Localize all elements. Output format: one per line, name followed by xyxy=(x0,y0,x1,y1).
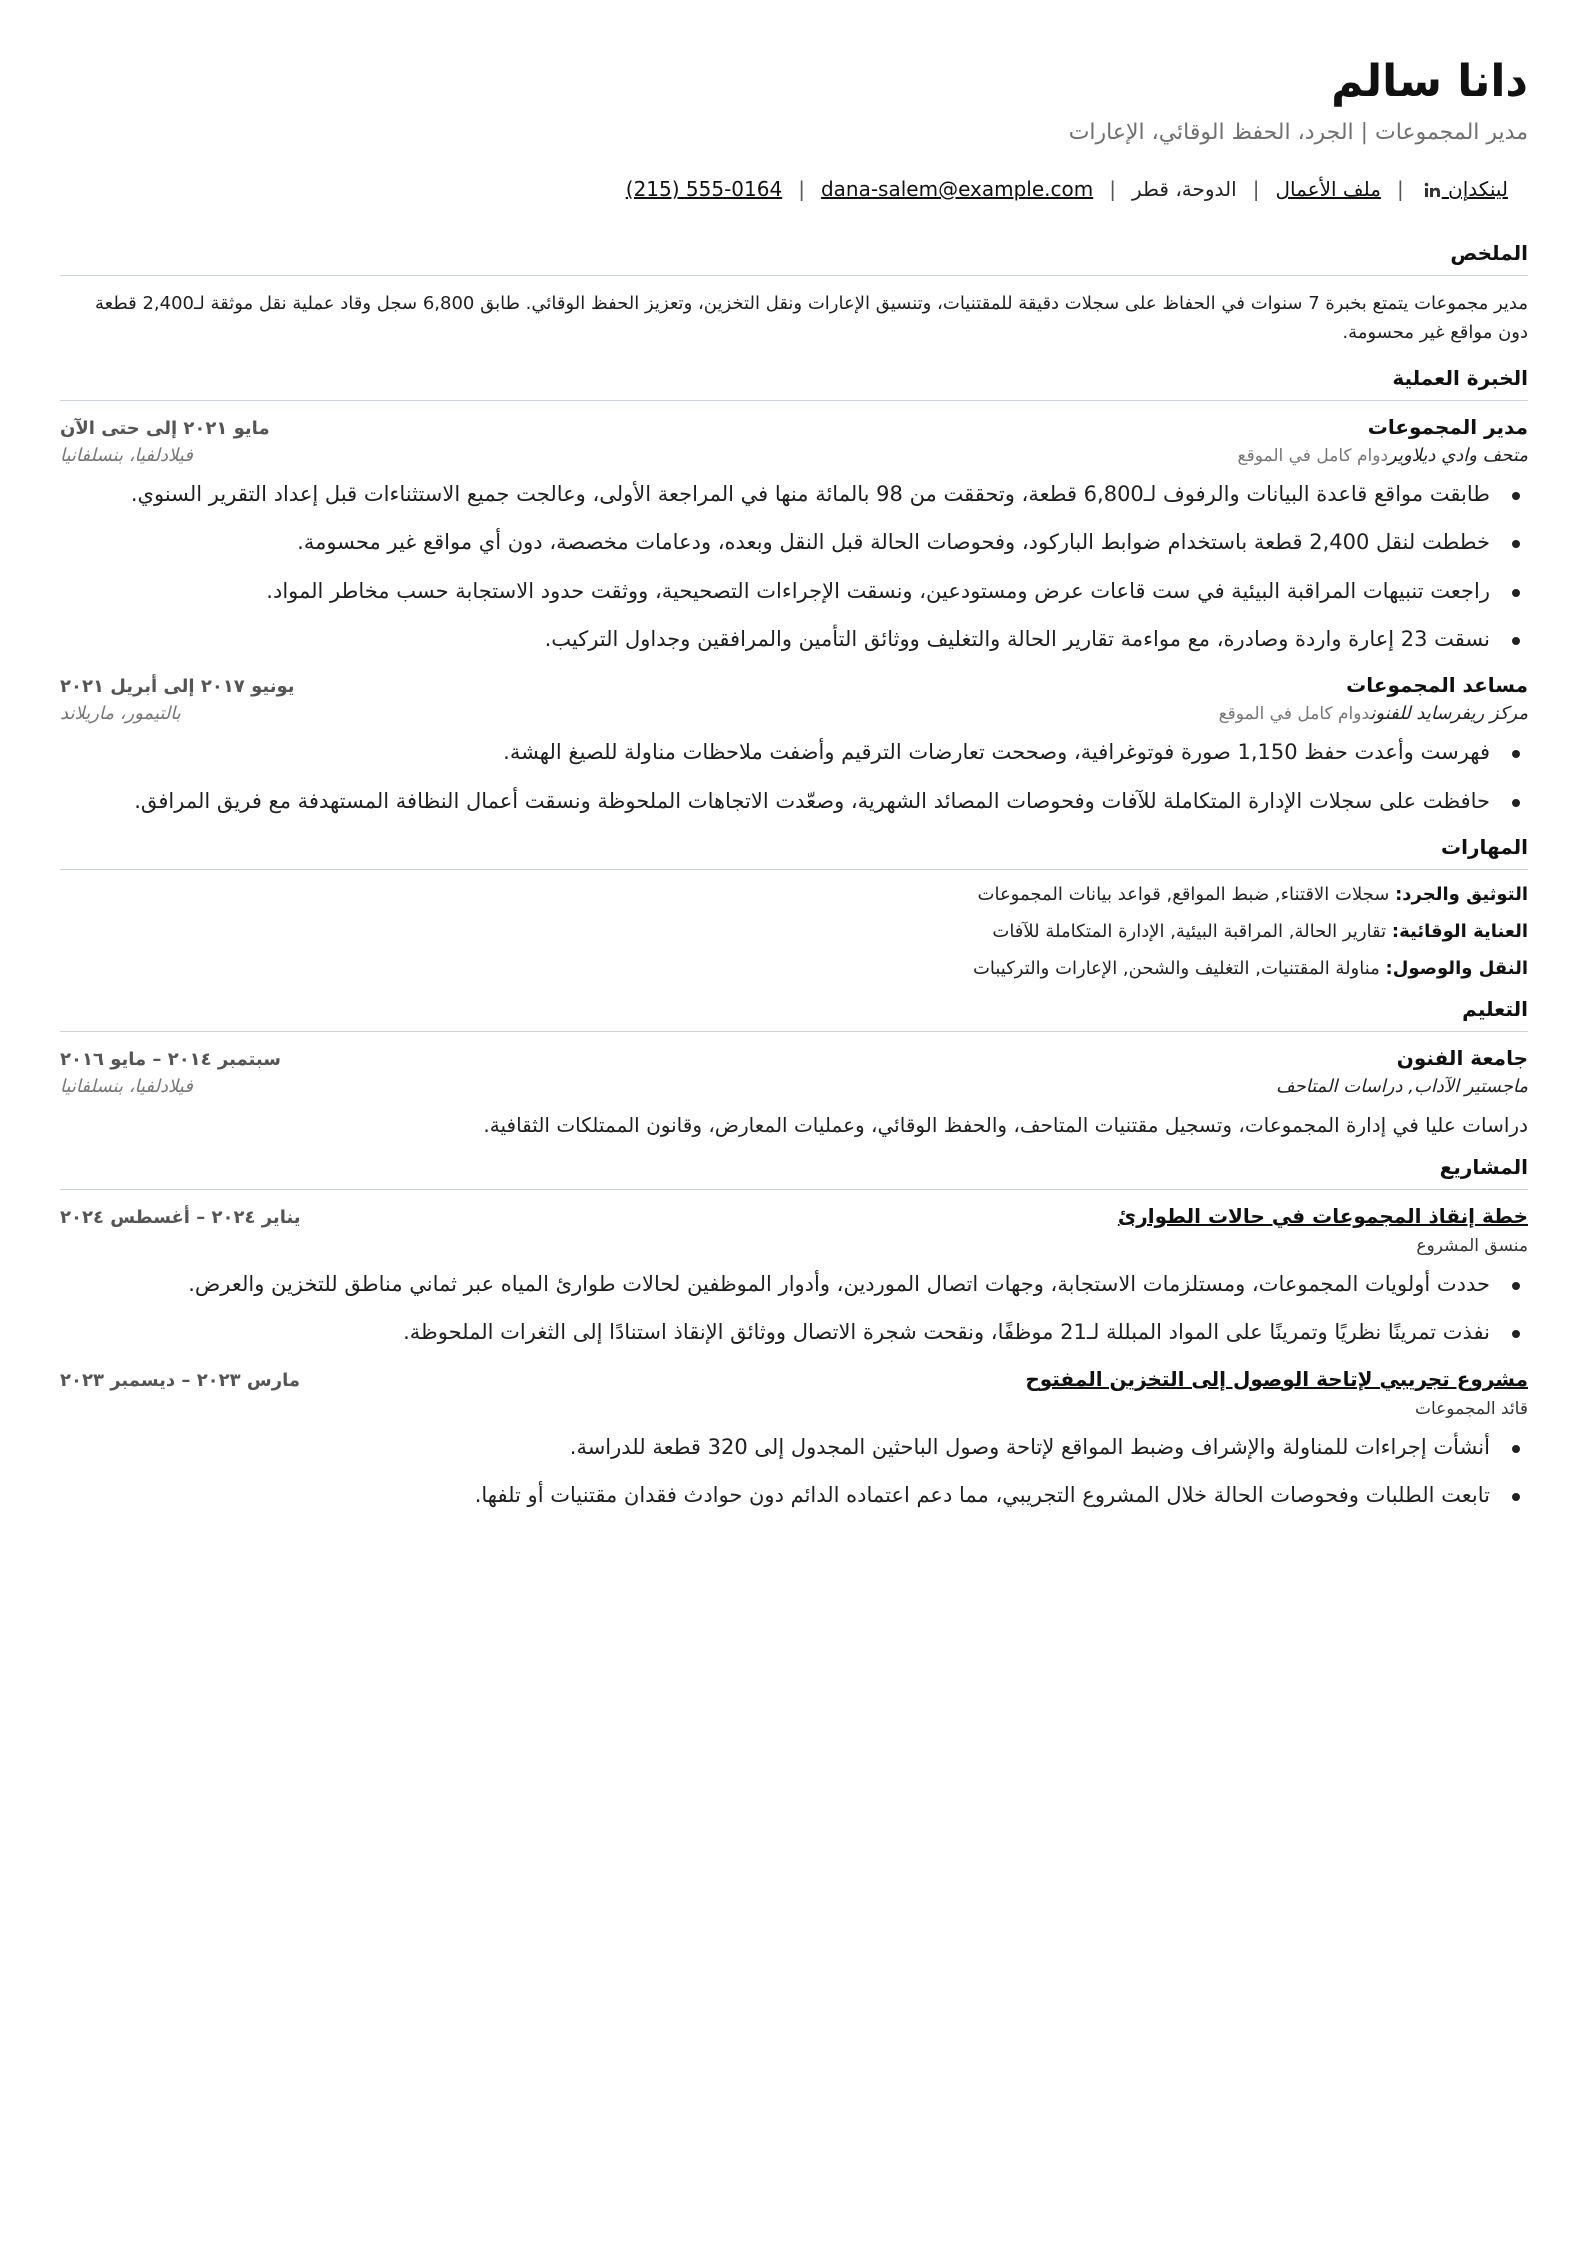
email-link[interactable]: dana-salem@example.com xyxy=(820,177,1094,202)
list-item: خططت لنقل 2,400 قطعة باستخدام ضوابط الباركود، وفحوصات الحالة قبل النقل وبعده، ودعامات مخصصة، دون أي مواقع غير محسومة. xyxy=(60,528,1490,556)
list-item: حددت أولويات المجموعات، ومستلزمات الاستجابة، وجهات اتصال الموردين، وأدوار الموظفين لحالات طوارئ المياه عبر ثماني مناطق للتخزين والعرض. xyxy=(60,1270,1490,1298)
list-item: أنشأت إجراءات للمناولة والإشراف وضبط المواقع لإتاحة وصول الباحثين المجدول إلى 320 قطعة للدراسة. xyxy=(60,1433,1490,1461)
candidate-headline: مدير المجموعات | الجرد، الحفظ الوقائي، الإعارات xyxy=(1068,120,1528,146)
project-entry xyxy=(60,1367,1528,1510)
job-org: متحف وادي ديلاوير xyxy=(1388,444,1528,466)
job-role: مدير المجموعات xyxy=(1367,414,1528,439)
list-item: نفذت تمرينًا نظريًا وتمرينًا على المواد المبللة لـ21 موظفًا، ونقحت شجرة الاتصال ووثائق الإنقاذ استنادًا إلى الثغرات الملحوظة. xyxy=(60,1318,1490,1346)
list-item: تابعت الطلبات وفحوصات الحالة خلال المشروع التجريبي، مما دعم اعتماده الدائم دون حوادث فقدان مقتنيات أو تلفها. xyxy=(60,1481,1490,1509)
degree-name: ماجستير الآداب, دراسات المتاحف xyxy=(1275,1076,1528,1098)
list-item: فهرست وأعدت حفظ 1,150 صورة فوتوغرافية، وصححت تعارضات الترقيم وأضفت ملاحظات مناولة للصيغ الهشة. xyxy=(60,738,1490,766)
skills-row xyxy=(60,958,1528,979)
experience-title: الخبرة العملية xyxy=(60,366,1528,401)
projects-title: المشاريع xyxy=(60,1155,1528,1190)
job-role: مساعد المجموعات xyxy=(1346,673,1528,698)
job-employment: دوام كامل في الموقع xyxy=(1218,704,1371,725)
job-location: فيلادلفيا، بنسلفانيا xyxy=(60,444,193,466)
skills-section xyxy=(60,835,1528,979)
list-item: نسقت 23 إعارة واردة وصادرة، مع مواءمة تقارير الحالة والتغليف ووثائق التأمين والمرافقين وجداول التركيب. xyxy=(60,625,1490,653)
contact-separator: | xyxy=(1109,177,1116,202)
project-date: يناير ٢٠٢٤ – أغسطس ٢٠٢٤ xyxy=(60,1207,301,1229)
job-employment: دوام كامل في الموقع xyxy=(1237,445,1389,466)
skills-value: سجلات الاقتناء, ضبط المواقع, قواعد بيانات المجموعات xyxy=(977,884,1396,906)
portfolio-link[interactable]: ملف الأعمال xyxy=(1275,177,1381,202)
project-role: منسق المشروع xyxy=(1416,1236,1528,1257)
project-bullets xyxy=(60,1270,1528,1347)
skills-row xyxy=(60,921,1528,942)
education-date: سبتمبر ٢٠١٤ – مايو ٢٠١٦ xyxy=(60,1049,281,1071)
project-entry xyxy=(60,1204,1528,1347)
linkedin-link[interactable] xyxy=(1420,177,1508,201)
job-bullets xyxy=(60,738,1528,815)
experience-entry xyxy=(60,415,1528,653)
project-title-link[interactable]: خطة إنقاذ المجموعات في حالات الطوارئ xyxy=(1117,1204,1528,1229)
projects-section xyxy=(60,1155,1528,1509)
job-org: مركز ريفرسايد للفنون xyxy=(1370,703,1528,725)
skills-row xyxy=(60,884,1528,905)
contact-separator: | xyxy=(1396,177,1404,202)
linkedin-icon xyxy=(1424,182,1442,198)
summary-text: مدير مجموعات يتمتع بخبرة 7 سنوات في الحفاظ على سجلات دقيقة للمقتنيات، وتنسيق الإعارات ونقل التخزين، وتعزيز الحفظ الوقائي. طابق 6,800 سجل وقاد عملية نقل موثقة لـ2,400 قطعة دون مواقع غير محسومة. xyxy=(95,293,1528,344)
candidate-name: دانا سالم xyxy=(1331,56,1528,107)
linkedin-label: لينكدإن xyxy=(1448,177,1508,202)
education-title: التعليم xyxy=(60,997,1528,1032)
job-date: مايو ٢٠٢١ إلى حتى الآن xyxy=(60,417,270,439)
list-item: طابقت مواقع قاعدة البيانات والرفوف لـ6,800 قطعة، وتحققت من 98 بالمائة منها في المراجعة الأولى، وعالجت جميع الاستثناءات قبل إعداد التقرير السنوي. xyxy=(60,480,1490,508)
experience-section xyxy=(60,366,1528,815)
contact-bar xyxy=(80,177,1508,201)
contact-separator: | xyxy=(798,177,805,202)
project-bullets xyxy=(60,1433,1528,1510)
skills-value: مناولة المقتنيات, التغليف والشحن, الإعارات والتركيبات xyxy=(972,958,1386,980)
education-location: فيلادلفيا، بنسلفانيا xyxy=(60,1076,193,1098)
skills-label: النقل والوصول: xyxy=(1385,958,1528,980)
summary-section xyxy=(60,241,1528,348)
skills-label: العناية الوقائية: xyxy=(1391,921,1528,943)
location-text: الدوحة، قطر xyxy=(1131,177,1237,202)
resume-header xyxy=(60,58,1528,201)
skills-title: المهارات xyxy=(60,835,1528,870)
skills-label: التوثيق والجرد: xyxy=(1395,884,1528,906)
experience-entry xyxy=(60,673,1528,815)
list-item: راجعت تنبيهات المراقبة البيئية في ست قاعات عرض ومستودعين، ونسقت الإجراءات التصحيحية، ووثقت حدود الاستجابة حسب مخاطر المواد. xyxy=(60,577,1490,605)
school-name: جامعة الفنون xyxy=(1396,1046,1528,1071)
list-item: حافظت على سجلات الإدارة المتكاملة للآفات وفحوصات المصائد الشهرية، وصعّدت الاتجاهات الملحوظة ونسقت أعمال النظافة المستهدفة مع فريق المرافق. xyxy=(60,787,1490,815)
project-date: مارس ٢٠٢٣ – ديسمبر ٢٠٢٣ xyxy=(60,1369,301,1391)
education-section xyxy=(60,997,1528,1137)
education-description: دراسات عليا في إدارة المجموعات، وتسجيل مقتنيات المتاحف، والحفظ الوقائي، وعمليات المعارض، وقانون الممتلكات الثقافية. xyxy=(483,1113,1528,1138)
job-date: يونيو ٢٠١٧ إلى أبريل ٢٠٢١ xyxy=(60,676,295,698)
project-role: قائد المجموعات xyxy=(1414,1398,1528,1419)
summary-title: الملخص xyxy=(60,241,1528,276)
phone-link[interactable]: (215) 555-0164 xyxy=(625,177,783,202)
contact-separator: | xyxy=(1252,177,1260,202)
skills-value: تقارير الحالة, المراقبة البيئية, الإدارة المتكاملة للآفات xyxy=(992,921,1392,943)
project-title-link[interactable]: مشروع تجريبي لإتاحة الوصول إلى التخزين المفتوح xyxy=(1025,1366,1528,1391)
job-bullets xyxy=(60,480,1528,653)
job-location: بالتيمور، ماريلاند xyxy=(60,703,181,725)
